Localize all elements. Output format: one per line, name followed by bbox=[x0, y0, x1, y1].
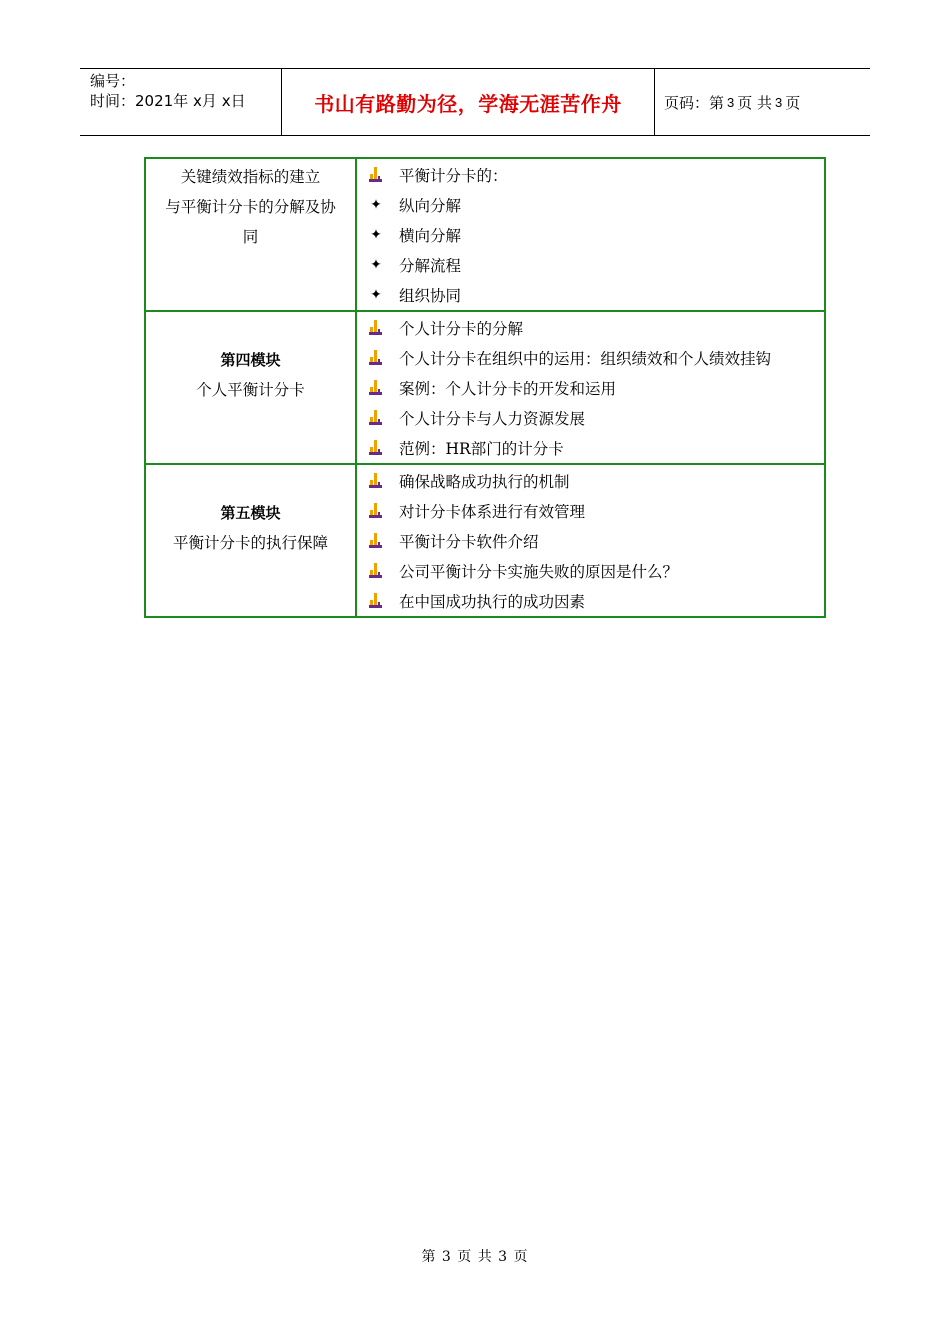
topic-text: 组织协同 bbox=[399, 287, 462, 305]
number-label: 编号： bbox=[90, 72, 136, 90]
topics-cell bbox=[356, 311, 825, 464]
time-day-suffix: 日 bbox=[230, 92, 246, 110]
module-cell bbox=[145, 158, 356, 311]
flag-bullet-icon bbox=[365, 320, 387, 336]
list-item bbox=[357, 373, 824, 403]
flag-bullet-icon bbox=[365, 350, 387, 366]
page-suffix: 页 bbox=[785, 93, 801, 112]
list-item bbox=[357, 556, 824, 586]
module-title: 第四模块 bbox=[220, 351, 281, 369]
time-year: 2021 bbox=[135, 92, 174, 110]
flag-bullet-icon bbox=[365, 410, 387, 426]
time-month-suffix: 月 bbox=[201, 92, 217, 110]
topic-text: 横向分解 bbox=[399, 227, 462, 245]
page-prefix: 页码：第 bbox=[664, 93, 725, 112]
topic-text: 分解流程 bbox=[399, 257, 462, 275]
star-bullet-icon: ✦ bbox=[370, 197, 382, 213]
time-label: 时间： bbox=[90, 92, 136, 110]
header-meta bbox=[80, 69, 281, 135]
page-header bbox=[80, 68, 870, 136]
module-desc-line: 与平衡计分卡的分解及协 bbox=[165, 198, 336, 216]
module-subtitle: 平衡计分卡的执行保障 bbox=[172, 534, 328, 552]
topic-text: 个人计分卡与人力资源发展 bbox=[399, 410, 586, 428]
list-item bbox=[357, 313, 824, 343]
list-item bbox=[357, 160, 824, 190]
topic-text: 个人计分卡的分解 bbox=[399, 320, 524, 338]
list-item bbox=[357, 466, 824, 496]
flag-bullet-icon bbox=[365, 533, 387, 549]
star-bullet-icon: ✦ bbox=[370, 257, 382, 273]
star-bullet-icon: ✦ bbox=[370, 227, 382, 243]
topics-cell bbox=[356, 464, 825, 617]
topic-text: 平衡计分卡软件介绍 bbox=[399, 533, 539, 551]
star-bullet-icon: ✦ bbox=[370, 287, 382, 303]
topic-text: 纵向分解 bbox=[399, 197, 462, 215]
module-desc-line: 同 bbox=[242, 228, 259, 246]
time-month: x bbox=[193, 92, 202, 110]
topic-text: 案例：个人计分卡的开发和运用 bbox=[399, 380, 617, 398]
page-footer: 第 3 页 共 3 页 bbox=[421, 1249, 529, 1265]
table-row bbox=[145, 158, 825, 311]
page-current: 3 bbox=[727, 94, 735, 110]
header-motto: 书山有路勤为径，学海无涯苦作舟 bbox=[281, 69, 655, 135]
topic-text: 范例：HR部门的计分卡 bbox=[399, 440, 564, 458]
flag-bullet-icon bbox=[365, 167, 387, 183]
topic-text: 对计分卡体系进行有效管理 bbox=[399, 503, 586, 521]
flag-bullet-icon bbox=[365, 440, 387, 456]
list-item bbox=[357, 343, 824, 373]
time-line bbox=[90, 91, 281, 111]
list-item bbox=[357, 586, 824, 616]
topics-cell bbox=[356, 158, 825, 311]
topic-text: 平衡计分卡的： bbox=[399, 167, 508, 185]
module-subtitle: 个人平衡计分卡 bbox=[196, 381, 305, 399]
time-day: x bbox=[221, 92, 231, 110]
list-item bbox=[357, 250, 824, 280]
list-item bbox=[357, 280, 824, 310]
time-year-suffix: 年 bbox=[173, 92, 189, 110]
header-page-number bbox=[655, 69, 870, 135]
list-item bbox=[357, 526, 824, 556]
module-cell bbox=[145, 311, 356, 464]
list-item bbox=[357, 220, 824, 250]
list-item bbox=[357, 433, 824, 463]
module-title: 第五模块 bbox=[220, 504, 281, 522]
module-cell bbox=[145, 464, 356, 617]
list-item bbox=[357, 190, 824, 220]
topic-text: 公司平衡计分卡实施失败的原因是什么？ bbox=[399, 563, 679, 581]
list-item bbox=[357, 403, 824, 433]
flag-bullet-icon bbox=[365, 503, 387, 519]
table-row bbox=[145, 464, 825, 617]
list-item bbox=[357, 496, 824, 526]
flag-bullet-icon bbox=[365, 593, 387, 609]
course-outline-table bbox=[144, 157, 826, 618]
topic-text: 个人计分卡在组织中的运用：组织绩效和个人绩效挂钩 bbox=[399, 350, 772, 368]
module-desc-line: 关键绩效指标的建立 bbox=[180, 168, 321, 186]
topic-text: 在中国成功执行的成功因素 bbox=[399, 593, 586, 611]
page-total: 3 bbox=[775, 94, 783, 110]
flag-bullet-icon bbox=[365, 380, 387, 396]
flag-bullet-icon bbox=[365, 563, 387, 579]
topic-text: 确保战略成功执行的机制 bbox=[399, 473, 570, 491]
page-mid: 页 共 bbox=[737, 93, 773, 112]
flag-bullet-icon bbox=[365, 473, 387, 489]
table-row bbox=[145, 311, 825, 464]
